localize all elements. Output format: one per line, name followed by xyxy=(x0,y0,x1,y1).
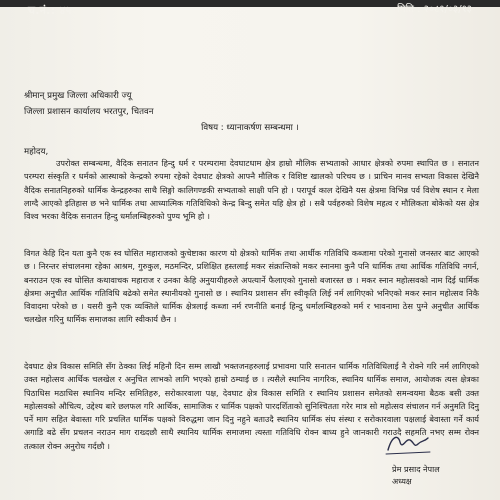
body-paragraph-3: देवघाट क्षेत्र विकास समिति सँग ठेक्का लिई महिनौ दिन सम्म लाखौ भक्तजनहरुलाई प्रभावमा पारि सनातन धार्मिक गतिविधिलाई नै रोक्ने गरि नर्म लागिएको उक्त महोत्सव आर्थिक चलखेल र अनुचित लाभको लागि भएको हाम्रो ठम्याई छ । त्यसैले स्थानिय नागरिक, स्थानिय धार्मिक समाज, आयोजक त्यस क्षेत्रका पिठाधिस मठाधिस स्थानिय मन्दिर समितिहरु, सरोकारवाला पक्ष, देवघाट क्षेत्र विकास समिति र स्थानिय प्रशासन समेतको समन्वयमा बैठक बसी उक्त महोत्सवको औचित्य, उद्देश्य बारे छलफल गरि आर्थिक, सामाजिक र धार्मिक पक्षको पारदर्शिताको सुनिश्चितता गरेर मात्र सो महोत्सव संचालन गर्न अनुमति दिनु पर्ने माग सहित बेवास्ता गरि प्रचलित धार्मिक पक्षको विरुद्धमा जान दिनु नहुने बताउदै स्थानिय धार्मिक संघ संस्था र सरोकारवाला पक्षलाई बेवास्ता गर्ने कार्य अगाडि बढे सँग प्रचलन नराउन माग राख्दछौ साथै स्थानिय धार्मिक समाजमा त्यस्ता गतिविधि रोक्न बाध्य हुने जानकारी गराउदै सहमति नभए सम्म रोक्न तत्काल रोक्न अनुरोध गर्दछौ । xyxy=(24,361,479,451)
signer-block xyxy=(392,463,440,487)
reference-number: च.नं.: ४५ xyxy=(28,4,72,17)
salutation: महोदय, xyxy=(24,147,49,157)
letter-subject: विषय : ध्यानाकर्षण सम्बन्धमा । xyxy=(201,123,299,133)
addressee-office: जिल्ला प्रशासन कार्यालय भरतपुर, चितवन xyxy=(24,107,154,117)
addressee-block xyxy=(24,88,154,120)
body-paragraph-1: उपरोक्त सम्बन्धमा, वैदिक सनातन हिन्दु धर्म र परम्परामा देवघाटधाम क्षेत्र हाम्रो मौलिक सभ्यताको आधार क्षेत्रको रुपमा स्थापित छ । सनातन परम्परा संस्कृति र धर्मको आस्थाको केन्द्रको रुपमा रहेको देवघाट क्षेत्रको आफ्नै मौलिक र विशिष्ट खालको परिचय छ । प्राचिन मानव सभ्यता विकास देखिनै वैदिक सनातनिहरुको धार्मिक केन्द्रहरुका साथै सिङ्गो कालिगण्डकी सभ्यताको साक्षी पनि हो । परापूर्व काल देखिनै यस क्षेत्रमा विभिन्न पर्व विशेष स्थान र मेला लाग्दै आएको इतिहास छ भने धार्मिक तथा आध्यात्मिक गतिविधिको केन्द्र बिन्दु समेत यहि क्षेत्र हो । सबै पर्वहरुको विशेष महत्व र मौलिकता बोकेको यस क्षेत्र विश्व भरका वैदिक सनातन हिन्दु धर्मालम्बिहरुको पुण्य भूमि हो । xyxy=(24,158,479,222)
signer-title: अध्यक्ष xyxy=(392,476,412,486)
letter-date: मिति : २०८१/०३/१३ xyxy=(397,4,472,15)
addressee-title: श्रीमान् प्रमुख जिल्ला अधिकारी ज्यू xyxy=(24,91,132,101)
handwritten-signature xyxy=(384,428,434,458)
signer-name: प्रेम प्रसाद नेपाल xyxy=(392,464,440,474)
body-paragraph-2: विगत केहि दिन यता कुनै एक स्व घोसित महाराजको कुचेष्टाका कारण यो क्षेत्रको धार्मिक तथा आर्थीक गतिविधि कब्जामा परेको गुनासो जनस्तर बाट आएको छ । निरन्तर संचालनमा रहेका आश्रम, गुरुकुल, मठमन्दिर, प्रशिक्षित हस्तलाई मकर संक्रान्तिको मकर स्नानमा कुनै पनि धार्मिक तथा आर्थिक गतिविधि नगर्न, बनराउन एक स्व घोसित कथावाचक महाराज र उनका केहि अनुयायीहरुले अपत्यार्ने फैलाएको गुनासो बजारस्त छ । मकर स्नान महोत्सवको नाम दिई धार्मिक क्षेत्रमा अनुचीत आर्थिक गतिविधि बढेको समेत स्थानीयको गुनासो छ । स्थानिय प्रशासन सँग स्वीकृति लिई नर्म लागिएको भनिएको मकर स्नान महोत्सव निकै विवादमा परेको छ । यसरी कुनै एक व्यक्तिले धार्मिक क्षेत्रलाई कब्जा नर्म रणनीति बनाई हिन्दु धर्मालम्बिहरुको मर्म र भावनामा ठेस पुग्ने अनुचीत आर्थिक चलखेल गरिनु धार्मिक समाजका लागि स्वीकार्य छैन । xyxy=(24,248,479,325)
